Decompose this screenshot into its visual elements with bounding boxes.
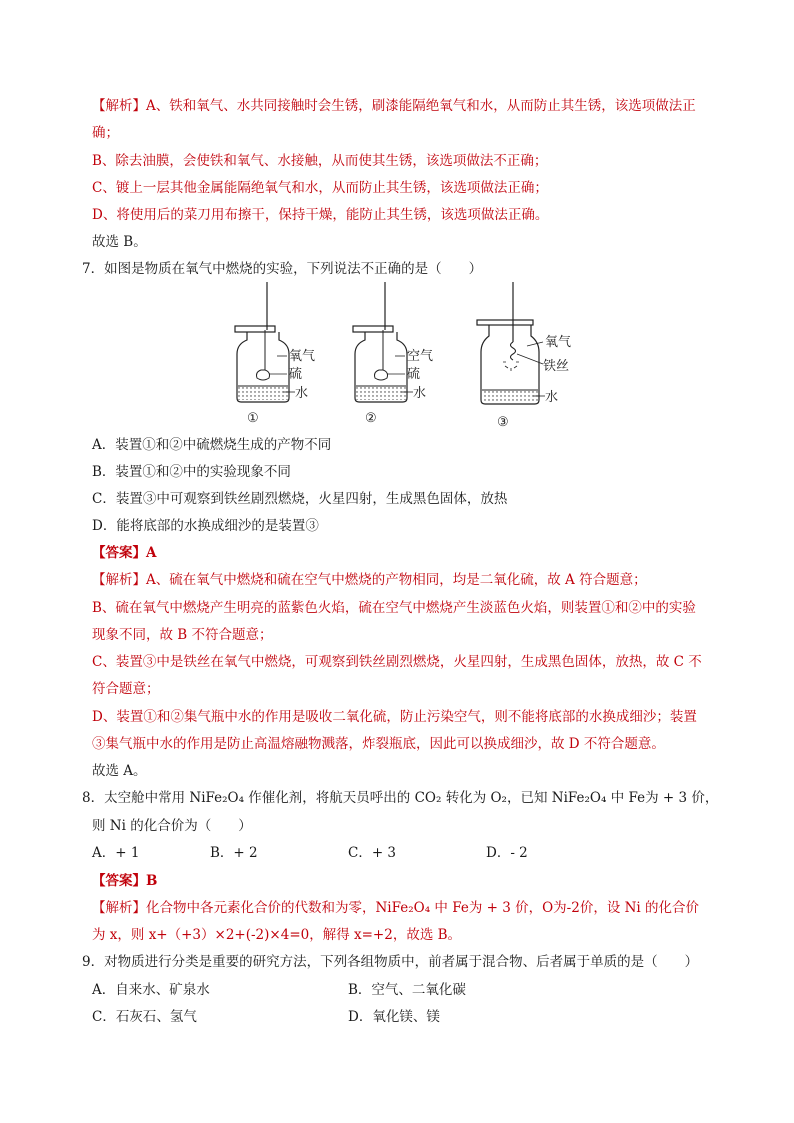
q6-analysis-line-5: D、将使用后的菜刀用布擦干，保持干燥，能防止其生锈，该选项做法正确。 [92,207,549,223]
q7-conclusion: 故选 A。 [92,763,147,779]
q6-analysis-line-4: C、镀上一层其他金属能隔绝氧气和水，从而防止其生锈，该选项做法正确； [92,180,548,196]
q7-option-d: D．能将底部的水换成细沙的是装置③ [92,518,319,534]
q8-option-b: B．+ 2 [210,845,258,861]
q9-option-a: A．自来水、矿泉水 [92,982,210,998]
q7-analysis-line-4: C、装置③中是铁丝在氧气中燃烧，可观察到铁丝剧烈燃烧，火星四射，生成黑色固体，放热，故 C 不 [92,654,702,670]
q9-option-b: B．空气、二氧化碳 [348,982,466,998]
q7-option-b: B．装置①和②中的实验现象不同 [92,464,291,480]
app1-water-label: 水 [295,386,309,401]
q6-analysis-line-1: 【解析】A、铁和氧气、水共同接触时会生锈，刷漆能隔绝氧气和水，从而防止其生锈，该选项做法正 [92,98,696,114]
q7-analysis-line-2: B、硫在氧气中燃烧产生明亮的蓝紫色火焰，硫在空气中燃烧产生淡蓝色火焰，则装置①和②中的实验 [92,600,696,616]
app3-gas-label: 氧气 [545,335,572,350]
app3-number: ③ [497,415,509,430]
q9-option-d: D．氧化镁、镁 [348,1009,440,1025]
q9-stem: 9．对物质进行分类是重要的研究方法，下列各组物质中，前者属于混合物、后者属于单质的是（ ） [82,954,699,970]
q8-option-c: C．+ 3 [348,845,397,861]
q8-analysis-line-2: 为 x，则 x+（+3）×2+(-2)×4=0，解得 x=+2，故选 B。 [92,927,462,943]
q7-option-a: A．装置①和②中硫燃烧生成的产物不同 [92,437,332,453]
q8-stem-line-1: 8．太空舱中常用 NiFe₂O₄ 作催化剂，将航天员呼出的 CO₂ 转化为 O₂，已知 NiFe₂O₄ 中 Fe为 + 3 价， [82,790,719,806]
q8-answer: 【答案】B [92,873,158,889]
app3-substance-label: 铁丝 [543,359,570,374]
app1-substance-label: 硫 [289,367,303,382]
q7-analysis-line-3: 现象不同，故 B 不符合题意； [92,627,273,643]
q7-answer: 【答案】A [92,545,157,561]
apparatus-3 [477,282,571,430]
q8-option-a: A．+ 1 [92,845,140,861]
q8-analysis-line-1: 【解析】化合物中各元素化合价的代数和为零，NiFe₂O₄ 中 Fe为 + 3 价，O为-2价，设 Ni 的化合价 [92,900,700,916]
app2-number: ② [365,411,377,426]
q6-analysis-line-2: 确； [92,125,119,141]
apparatus-1 [235,282,315,426]
app3-water-label: 水 [545,390,559,405]
q8-stem-line-2: 则 Ni 的化合价为（ ） [92,818,252,834]
q7-analysis-line-7: ③集气瓶中水的作用是防止高温熔融物溅落，炸裂瓶底，因此可以换成细沙，故 D 不符合题意。 [92,736,665,752]
app2-substance-label: 硫 [407,367,421,382]
q8-option-d: D．- 2 [486,845,528,861]
app1-number: ① [247,411,259,426]
app2-gas-label: 空气 [407,349,434,364]
app2-water-label: 水 [413,386,427,401]
q9-option-c: C．石灰石、氢气 [92,1009,197,1025]
q7-stem: 7．如图是物质在氧气中燃烧的实验，下列说法不正确的是（ ） [82,261,483,277]
apparatus-2 [353,282,433,426]
app1-gas-label: 氧气 [289,349,316,364]
q6-analysis-line-3: B、除去油膜，会使铁和氧气、水接触，从而使其生锈，该选项做法不正确； [92,153,548,169]
q7-apparatus-figure [225,282,605,432]
combustion-apparatus-diagram [225,282,605,432]
q7-analysis-line-6: D、装置①和②集气瓶中水的作用是吸收二氧化硫，防止污染空气，则不能将底部的水换成细沙；装置 [92,709,697,725]
q6-conclusion: 故选 B。 [92,234,147,250]
q7-option-c: C．装置③中可观察到铁丝剧烈燃烧，火星四射，生成黑色固体，放热 [92,491,508,507]
q7-analysis-line-5: 符合题意； [92,681,160,697]
q7-analysis-line-1: 【解析】A、硫在氧气中燃烧和硫在空气中燃烧的产物相同，均是二氧化硫，故 A 符合题意； [92,572,647,588]
